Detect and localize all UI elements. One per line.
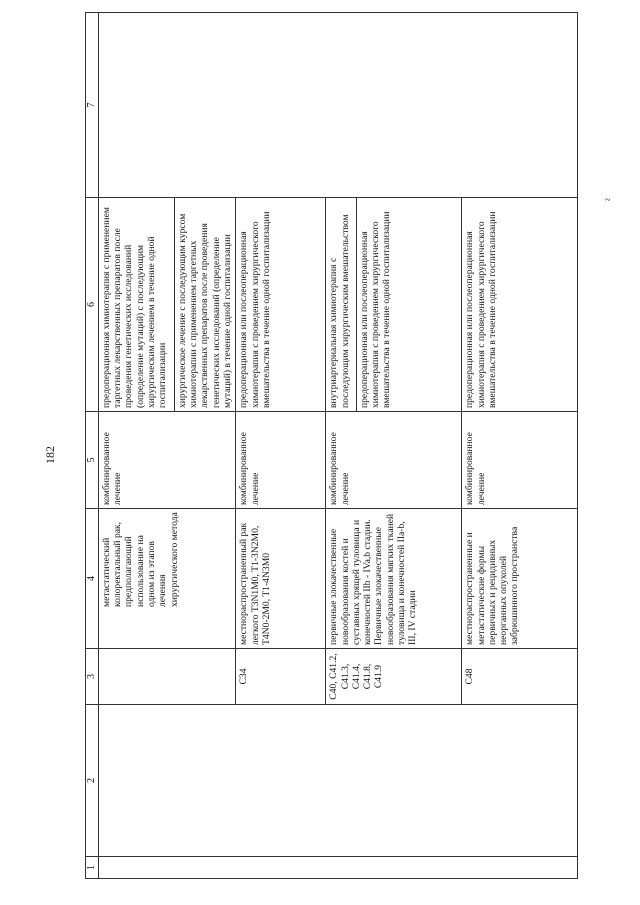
table-row bbox=[98, 13, 235, 879]
col-header-6: 6 bbox=[86, 198, 99, 412]
cell-diagnosis: первичные злокачественные новообразования костей и суставных хрящей туловища и конечностей IIb - IVa,b стадии. Первичные злокачественные новообразования мягких тканей туловища и конечностей IIa-b, III, IV стадии bbox=[326, 509, 462, 649]
cell-code: С48 bbox=[462, 649, 578, 705]
col-header-2: 2 bbox=[86, 705, 99, 857]
col-header-4: 4 bbox=[86, 509, 99, 649]
method-text: предоперационная или послеоперационная химиотерапия с проведением хирургического вмешательства в течение одной госпитализации bbox=[356, 198, 393, 411]
cell-diagnosis: местнораспространенный рак легкого T3N1M0, T1-3N2M0, T4N0-2M0, T1-4N3M0 bbox=[236, 509, 326, 649]
cell-col1 bbox=[98, 857, 577, 879]
cell-method bbox=[98, 198, 235, 412]
rotated-sheet bbox=[85, 102, 640, 879]
cell-treatment-type: комбинированное лечение bbox=[462, 412, 578, 509]
cell-col7 bbox=[98, 13, 577, 198]
cell-col2 bbox=[98, 705, 577, 857]
col-header-7: 7 bbox=[86, 13, 99, 198]
scan-mark: ~ bbox=[605, 195, 611, 206]
cell-code: С40, С41.2, С41.3, С41.4, С41.8, С41.9 bbox=[326, 649, 462, 705]
method-text: предоперационная или послеоперационная химиотерапия с проведением хирургического вмешательства в течение одной госпитализации bbox=[464, 211, 498, 408]
method-text: внутриартериальная химиотерапия с последующим хирургическим вмешательством bbox=[328, 214, 351, 408]
cell-method bbox=[326, 198, 462, 412]
cell-diagnosis: местнораспространенные и метастатические формы первичных и рецидивных неорганных опухолей забрюшинного пространства bbox=[462, 509, 578, 649]
cell-treatment-type: комбинированное лечение bbox=[98, 412, 235, 509]
cell-treatment-type: комбинированное лечение bbox=[236, 412, 326, 509]
cell-code: С34 bbox=[236, 649, 326, 705]
col-header-3: 3 bbox=[86, 649, 99, 705]
cell-method bbox=[462, 198, 578, 412]
col-header-1: 1 bbox=[86, 857, 99, 879]
method-text: предоперационная или послеоперационная химиотерапия с проведением хирургического вмешательства в течение одной госпитализации bbox=[238, 211, 272, 408]
medical-care-table bbox=[85, 12, 578, 879]
col-header-5: 5 bbox=[86, 412, 99, 509]
method-text: хирургическое лечение с последующим курсом химиотерапии с применением таргетных лекарственных препаратов после проведения генетических исследований (определение мутаций) в течение одной госпитализации bbox=[174, 198, 234, 411]
cell-method bbox=[236, 198, 326, 412]
cell-treatment-type: комбинированное лечение bbox=[326, 412, 462, 509]
method-text: предоперационная химиотерапия с применением таргетных лекарственных препаратов после проведения генетических исследований (определение мутаций) с последующим хирургическим лечением в течение одной госпитализации bbox=[100, 207, 169, 408]
cell-diagnosis: метастатический колоректальный рак, предполагающий использование на одном из этапов лечения хирургического метода bbox=[98, 509, 235, 649]
page-number: 182 bbox=[43, 446, 57, 464]
cell-code bbox=[98, 649, 235, 705]
column-number-row bbox=[86, 13, 99, 879]
